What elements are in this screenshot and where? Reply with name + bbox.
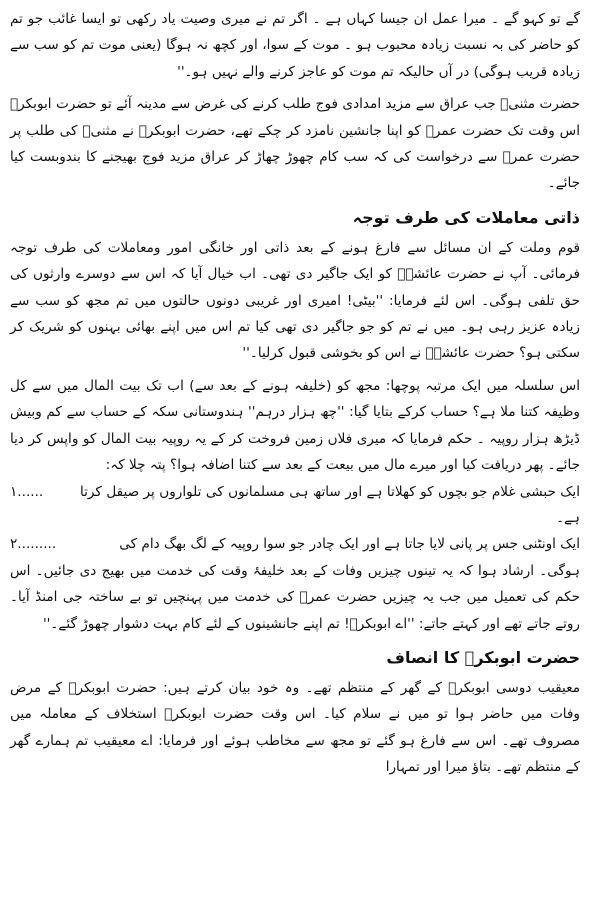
paragraph-stipend-account: اس سلسلہ میں ایک مرتبہ پوچھا: مجھ کو (خلیفہ ہونے کے بعد سے) اب تک بیت المال میں سے کل وظیفہ کتنا ملا ہے؟ حساب کرکے بتایا گیا: ''چھ ہزار درہم'' ہندوستانی سکہ کے حساب سے کم وبیش ڈیڑھ ہزار روپیہ ۔ حکم فرمایا کہ میری فلاں زمین فروخت کر کے یہ روپیہ بیت المال کو واپس کر دیا جائے۔ پھر دریافت کیا اور میرے مال میں بیعت کے بعد سے کتنا اضافہ ہوا؟ پتہ چلا کہ: xyxy=(10,377,580,474)
section-heading-abu-bakr-justice: حضرت ابوبکرؓ کا انصاف xyxy=(386,647,580,667)
list-item-camel-sheet xyxy=(10,531,580,557)
paragraph-muaiqib: معیقیب دوسی ابوبکرؓ کے گھر کے منتظم تھے۔ وہ خود بیان کرتے ہیں: حضرت ابوبکرؓ کے مرض وفات میں حاضر ہوا تو میں نے سلام کیا۔ اس وقت حضرت ابوبکرؓ استخلاف کے معاملہ میں مصروف تھے۔ اس سے فارغ ہو گئے تو مجھ سے مخاطب ہوئے اور فرمایا: اے معیقیب تم ہمارے گھر کے منتظم تھے۔ بتاؤ میرا اور تمہارا xyxy=(10,679,580,776)
section-heading-personal-affairs: ذاتی معاملات کی طرف توجہ xyxy=(352,207,580,227)
paragraph-umar-weeping: ہوگی۔ ارشاد ہوا کہ یہ تینوں چیزیں وفات کے بعد خلیفۂ وقت کی خدمت میں بھیج دی جائیں۔ اس حکم کی تعمیل میں جب یہ چیزیں حضرت عمرؓ کی خدمت میں پہنچیں تو بے ساختہ جی امنڈ آیا۔ روتے جاتے تھے اور کہتے جاتے: ''اے ابوبکرؓ! تم اپنے جانشینوں کے لئے کام بہت دشوار چھوڑ گئے۔'' xyxy=(10,562,580,632)
paragraph-muthanna-request: حضرت مثنیؓ جب عراق سے مزید امدادی فوج طلب کرنے کی غرض سے مدینہ آئے تو حضرت ابوبکرؓ اس وقت تک حضرت عمرؓ کو اپنا جانشین نامزد کر چکے تھے، حضرت ابوبکرؓ نے مثنیؓ کی طلب پر حضرت عمرؓ سے درخواست کی کہ سب کام چھوڑ چھاڑ کر عراق مزید فوج بھیجنے کا بندوبست کیا جائے۔ xyxy=(10,96,580,192)
paragraph-aisha-estate: قوم وملت کے ان مسائل سے فارغ ہونے کے بعد ذاتی اور خانگی امور ومعاملات کی طرف توجہ فرمائی۔ آپ نے حضرت عائشہؓ کو ایک جاگیر دی تھی۔ اب خیال آیا کہ اس سے دوسرے وارثوں کی حق تلفی ہوگی۔ اس لئے فرمایا: ''بیٹی! امیری اور غریبی دونوں حالتوں میں تم مجھ کو سب سے زیادہ عزیز رہی ہو۔ میں نے تم کو جو جاگیر دی تھی کیا تم اس میں اپنے بھائی بہنوں کو شریک کر سکتی ہو؟ حضرت عائشہؓ نے اس کو بخوشی قبول کرلیا۔'' xyxy=(10,239,580,362)
list-item-number: ۱...... xyxy=(10,483,44,500)
paragraph-will-conclusion: گے تو کہو گے ۔ میرا عمل ان جیسا کہاں ہے ۔ اگر تم نے میری وصیت یاد رکھی تو ایسا غائب جو تم کو حاضر کی بہ نسبت زیادہ محبوب ہو ۔ موت کے سوا، اور کچھ نہ ہوگا (یعنی موت تم کو سب سے زیادہ قریب ہوگی) در آں حالیکہ تم موت کو عاجز کرنے والے نہیں ہو۔'' xyxy=(10,11,580,80)
list-item-text: ایک اونٹنی جس پر پانی لایا جاتا ہے اور ایک چادر جو سوا روپیہ کے لگ بھگ دام کی xyxy=(119,536,580,553)
list-item-text: ایک حبشی غلام جو بچوں کو کھلاتا ہے اور ساتھ ہی مسلمانوں کی تلواروں پر صیقل کرتا ہے۔ xyxy=(80,483,580,526)
list-item-number: ۲......... xyxy=(10,536,57,553)
list-item-slave xyxy=(10,479,580,532)
